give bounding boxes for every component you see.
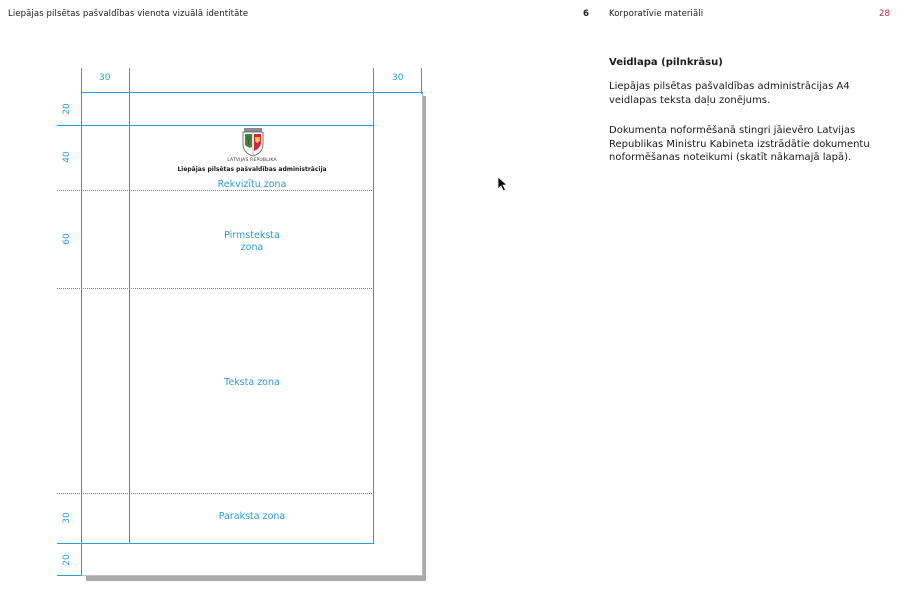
dim-margin-left: 30 — [99, 73, 111, 83]
guide-text-bottom — [57, 493, 374, 494]
guide-right-edge — [421, 68, 422, 94]
header-section-title: Korporatīvie materiāli — [609, 9, 704, 19]
guide-sheet-bottom-tick — [57, 575, 81, 576]
description-paragraph-2: Dokumenta noformēšanā stingri jāievēro Latvijas Republikas Ministru Kabineta izstrādātie dokumentu noformēšanas noteikumi (skatīt nākamajā lapā). — [609, 125, 870, 163]
guide-pretext-bottom — [57, 288, 374, 289]
guide-left-edge — [81, 68, 82, 576]
guide-right-margin — [373, 68, 374, 544]
header-document-title: Liepājas pilsētas pašvaldības vienota vizuālā identitāte — [8, 9, 249, 19]
zone-label-requisites: Rekvizītu zona — [217, 179, 287, 190]
mouse-pointer-icon — [497, 176, 509, 192]
zone-label-pretext-line1: Pirmsteksta — [224, 230, 280, 241]
header-left-page-number: 6 — [583, 9, 590, 19]
header-right-page-number: 28 — [879, 9, 891, 19]
guide-left-margin — [129, 68, 130, 544]
zone-label-signature: Paraksta zona — [218, 511, 286, 522]
dim-row-top: 20 — [62, 103, 72, 115]
dim-row-pretext: 60 — [62, 233, 72, 245]
guide-top-margin — [57, 125, 374, 126]
letterhead-organization: Liepājas pilsētas pašvaldības administrācija — [177, 166, 327, 173]
dim-row-requisites: 40 — [62, 151, 72, 163]
coat-of-arms-icon — [240, 127, 266, 157]
description-paragraph-1: Liepājas pilsētas pašvaldības administrācijas A4 veidlapas teksta daļu zonējums. — [609, 81, 850, 106]
dim-margin-right: 30 — [392, 73, 404, 83]
zone-label-text: Teksta zona — [224, 377, 280, 388]
dim-row-bottom: 20 — [62, 554, 72, 566]
letterhead-country: LATVIJAS REPUBLIKA — [227, 158, 277, 163]
dim-row-signature: 30 — [62, 512, 72, 524]
zone-label-pretext-line2: zona — [240, 242, 264, 253]
guide-signature-bottom — [57, 543, 374, 544]
zone-label-pretext — [130, 230, 374, 254]
guide-sheet-top — [81, 92, 423, 93]
description-title: Veidlapa (pilnkrāsu) — [609, 57, 723, 68]
a4-letterhead-sheet — [81, 92, 423, 576]
